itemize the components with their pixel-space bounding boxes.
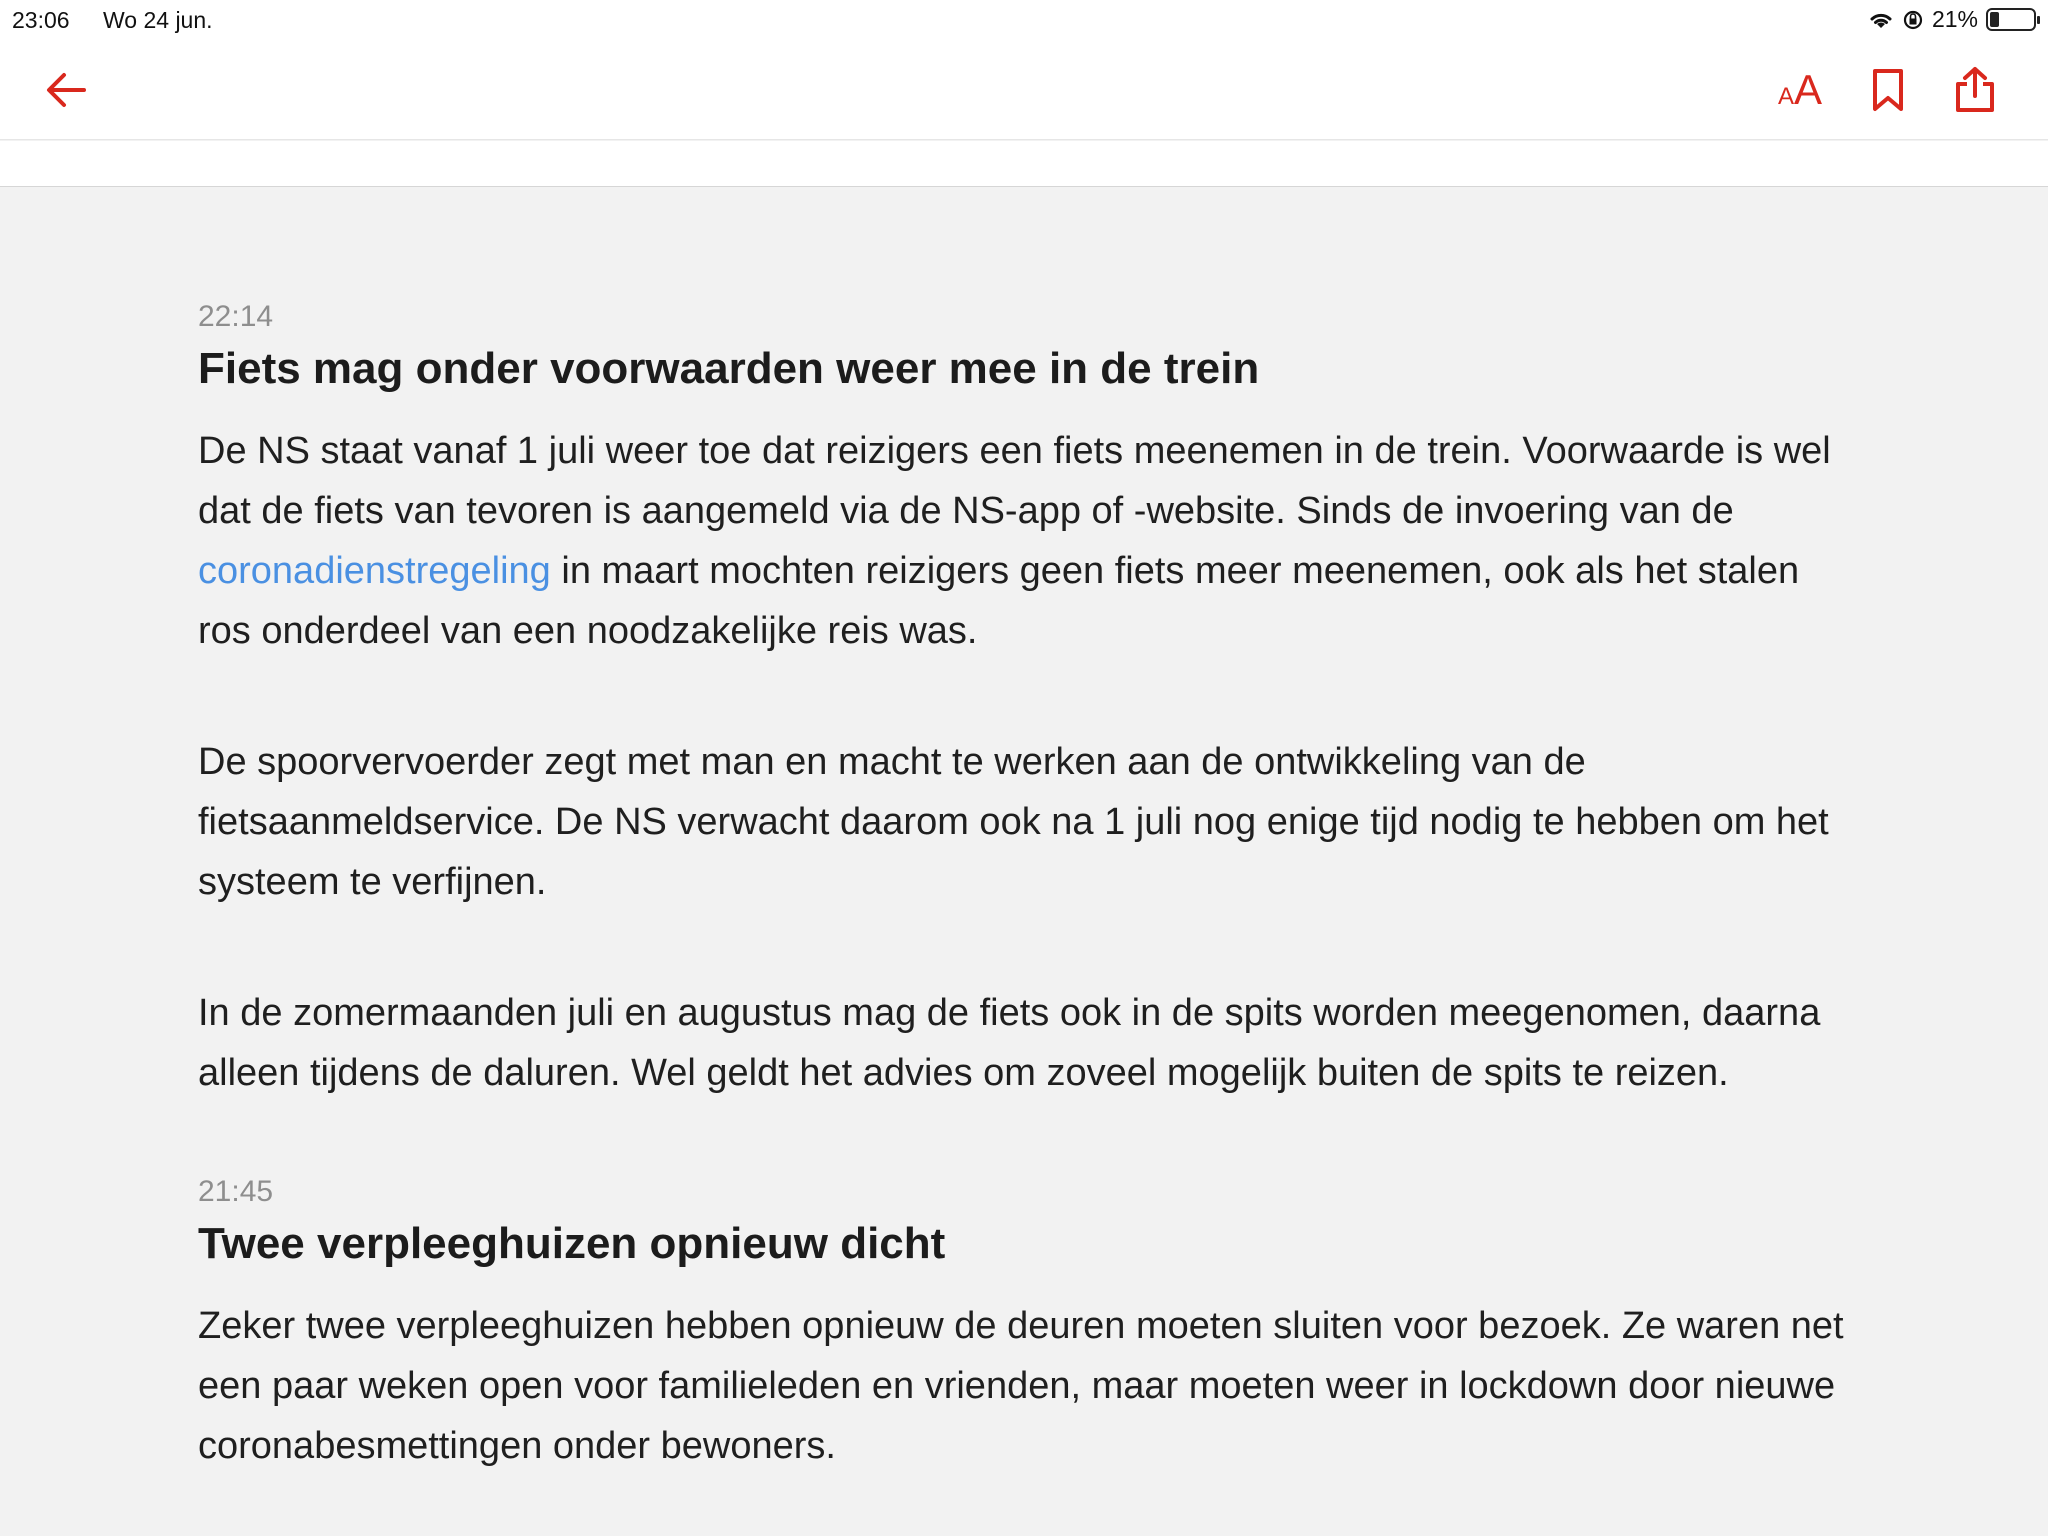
sub-bar bbox=[0, 141, 2048, 187]
battery-fill bbox=[1990, 12, 1999, 27]
article-title: Fiets mag onder voorwaarden weer mee in de trein bbox=[198, 344, 1260, 393]
paragraph-text: De NS staat vanaf 1 juli weer toe dat reizigers een fiets meenemen in de trein. Voorwaarde is wel dat de fiets van tevoren is aangemeld via de NS-app of -website. Sinds de invoering van de bbox=[198, 430, 1831, 532]
navigation-bar bbox=[0, 40, 2048, 140]
bookmark-icon bbox=[1870, 67, 1906, 113]
share-icon bbox=[1953, 66, 1997, 114]
back-button[interactable] bbox=[36, 60, 96, 120]
article-item bbox=[198, 299, 1858, 1103]
article-paragraph: De spoorvervoerder zegt met man en macht te werken aan de ontwikkeling van de fietsaanmeldservice. De NS verwacht daarom ook na 1 juli nog enige tijd nodig te hebben om het systeem te verfijnen. bbox=[198, 741, 1829, 903]
article-paragraph bbox=[198, 421, 1858, 661]
paragraph-text: in maart mochten reizigers geen fiets meer meenemen, ook als het stalen ros onderdeel van een noodzakelijke reis was. bbox=[198, 550, 1800, 652]
article-title: Twee verpleeghuizen opnieuw dicht bbox=[198, 1219, 946, 1268]
status-bar bbox=[0, 0, 2048, 40]
orientation-lock-icon bbox=[1902, 9, 1924, 31]
coronadienstregeling-link[interactable]: coronadienstregeling bbox=[198, 550, 551, 592]
text-size-icon: AA bbox=[1777, 66, 1823, 113]
text-size-button[interactable] bbox=[1770, 60, 1830, 120]
article-time: 22:14 bbox=[198, 300, 274, 333]
article-time: 21:45 bbox=[198, 1175, 274, 1208]
battery-percent: 21% bbox=[1931, 6, 1978, 32]
status-right bbox=[1868, 6, 2036, 33]
article-paragraph: Zeker twee verpleeghuizen hebben opnieuw de deuren moeten sluiten voor bezoek. Ze waren net een paar weken open voor familieleden en vrienden, maar moeten weer in lockdown door nieuwe coronabesmettingen onder bewoners. bbox=[198, 1305, 1844, 1467]
arrow-left-icon bbox=[44, 70, 88, 110]
share-button[interactable] bbox=[1945, 60, 2005, 120]
wifi-icon bbox=[1868, 10, 1894, 30]
article-paragraph: In de zomermaanden juli en augustus mag de fiets ook in de spits worden meegenomen, daarna alleen tijdens de daluren. Wel geldt het advies om zoveel mogelijk buiten de spits te reizen. bbox=[198, 992, 1821, 1094]
liveblog-content bbox=[198, 187, 1858, 1476]
status-date: Wo 24 jun. bbox=[103, 7, 213, 33]
bookmark-button[interactable] bbox=[1858, 60, 1918, 120]
status-time: 23:06 bbox=[12, 7, 70, 33]
article-item bbox=[198, 1174, 1858, 1476]
battery-icon bbox=[1986, 8, 2036, 31]
